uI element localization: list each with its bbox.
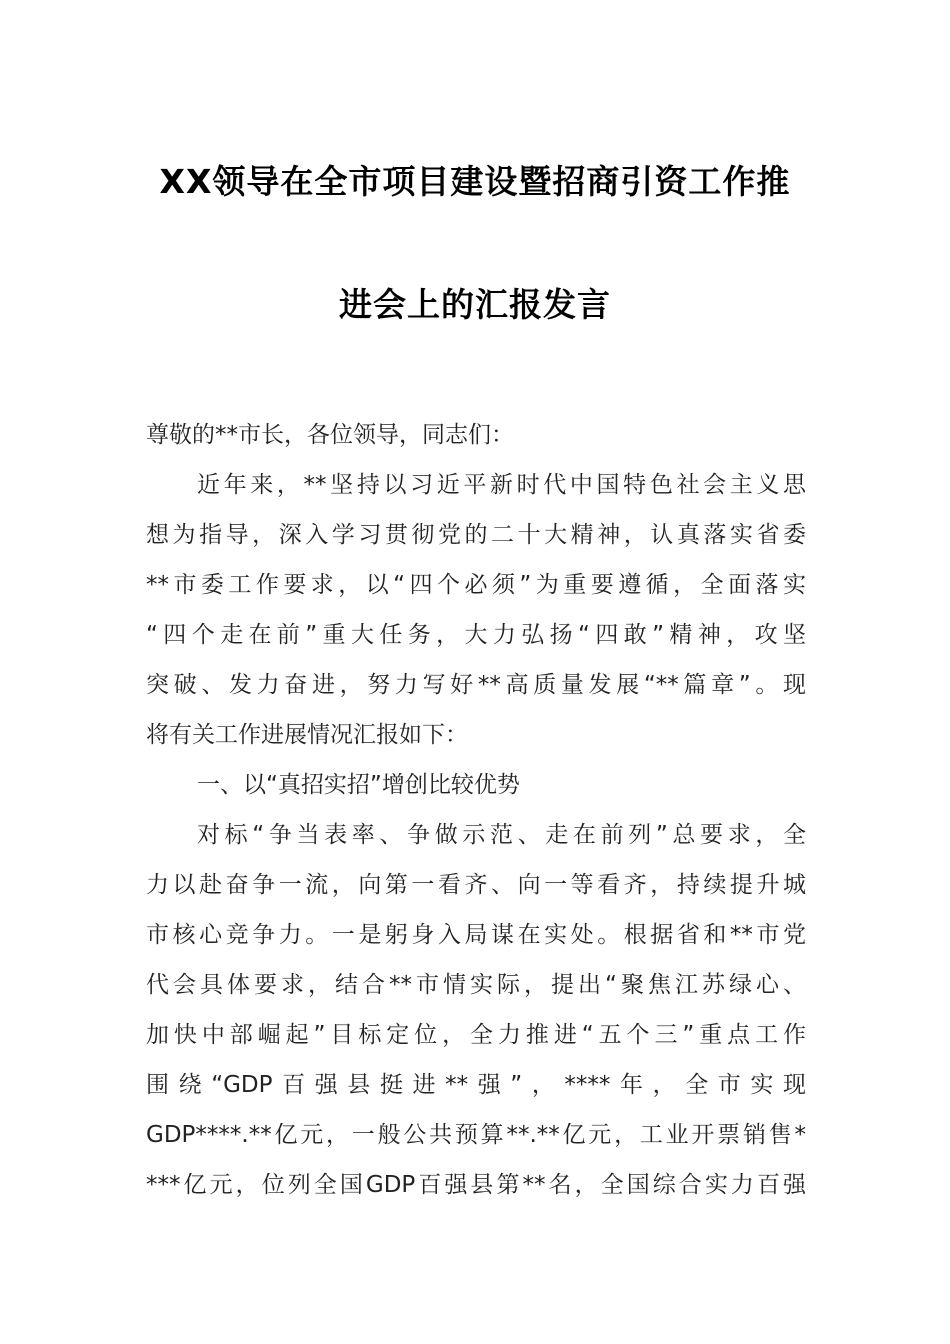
paragraph-line: 市核心竞争力。一是躬身入局谋在实处。根据省和**市党: [146, 922, 806, 948]
salutation: 尊敬的**市长，各位领导，同志们：: [146, 422, 514, 448]
paragraph-line: 加快中部崛起”目标定位，全力推进“五个三”重点工作: [146, 1022, 806, 1048]
document-body: [146, 410, 806, 1210]
document-title-line-1: XX领导在全市项目建设暨招商引资工作推: [159, 162, 791, 201]
paragraph-line: 将有关工作进展情况汇报如下：: [146, 722, 468, 748]
paragraph-line: 近年来，**坚持以习近平新时代中国特色社会主义思: [197, 472, 806, 498]
paragraph-line: GDP****.**亿元，一般公共预算**.**亿元，工业开票销售*: [146, 1122, 806, 1148]
document-title-line-2: 进会上的汇报发言: [339, 285, 611, 324]
paragraph-line: 想为指导，深入学习贯彻党的二十大精神，认真落实省委: [146, 522, 806, 548]
paragraph-line: ***亿元，位列全国GDP百强县第**名，全国综合实力百强: [146, 1172, 806, 1198]
paragraph-line: 力以赴奋争一流，向第一看齐、向一等看齐，持续提升城: [146, 872, 806, 898]
paragraph-line: 对标“争当表率、争做示范、走在前列”总要求，全: [197, 822, 806, 848]
paragraph-line: **市委工作要求，以“四个必须”为重要遵循，全面落实: [146, 572, 806, 598]
paragraph-line: 围绕“GDP百强县挺进**强”，****年，全市实现: [146, 1072, 806, 1098]
section-heading: 一、以“真招实招”增创比较优势: [197, 772, 520, 798]
paragraph-line: 突破、发力奋进，努力写好**高质量发展“**篇章”。现: [146, 672, 806, 698]
paragraph-line: “四个走在前”重大任务，大力弘扬“四敢”精神，攻坚: [146, 622, 806, 648]
paragraph-line: 代会具体要求，结合**市情实际，提出“聚焦江苏绿心、: [146, 972, 806, 998]
